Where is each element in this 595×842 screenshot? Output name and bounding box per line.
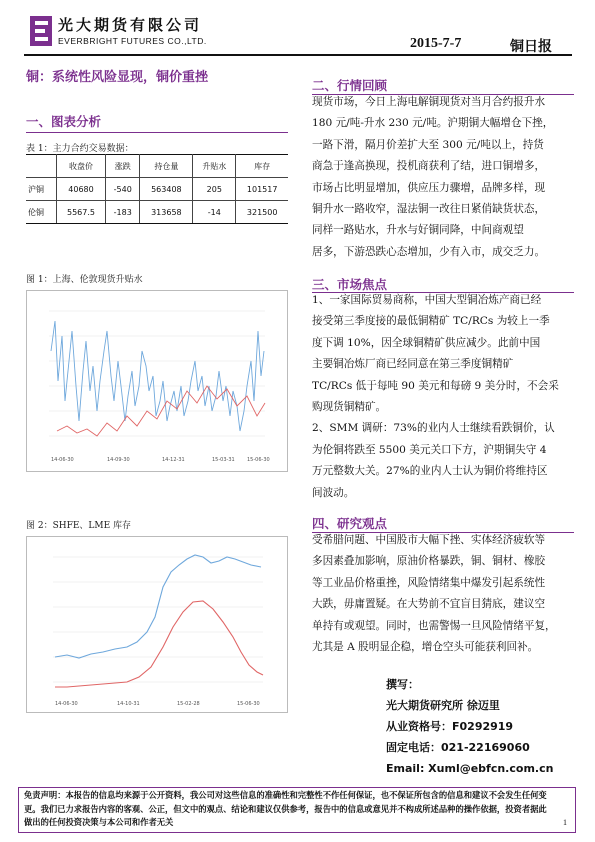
- market-focus-text: [312, 290, 574, 504]
- text-line: 等工业品价格重挫，风险情绪集中爆发引起系统性: [312, 576, 546, 589]
- table-cell: 40680: [56, 178, 105, 201]
- table-cell: -540: [106, 178, 140, 201]
- table-header-cell: 持仓量: [140, 155, 193, 178]
- table-caption: 表 1：主力合约交易数据：: [26, 144, 134, 154]
- report-title: 铜：系统性风险显现，铜价重挫: [26, 70, 209, 85]
- text-line: 尤其是 A 股明显企稳，增仓空头可能获利回补。: [312, 641, 539, 654]
- table-cell: 563408: [140, 178, 193, 201]
- market-review-text: [312, 92, 574, 263]
- table-cell: 205: [193, 178, 236, 201]
- table-cell: -183: [106, 201, 140, 224]
- table-cell: 5567.5: [56, 201, 105, 224]
- header-divider: [24, 54, 572, 56]
- text-line: 万元整数大关。27%的业内人士认为铜价将维持区: [312, 465, 548, 478]
- research-view-text: [312, 530, 574, 658]
- text-line: 商急于逢高换现，投机商获利了结，进口铜增多，: [312, 160, 546, 173]
- x-tick-label: 14-10-31: [117, 701, 140, 707]
- table-cell: -14: [193, 201, 236, 224]
- author-license: 从业资格号：F0292919: [386, 720, 514, 733]
- text-line: 度下调 10%，因全球铜精矿供应减少。此前中国: [312, 336, 541, 349]
- table-cell: 101517: [236, 178, 288, 201]
- section-divider: [26, 132, 288, 133]
- company-logo-icon: [30, 16, 52, 46]
- text-line: 接受第三季度接的最低铜精矿 TC/RCs 为较上一季: [312, 315, 550, 328]
- table-row: [26, 201, 288, 224]
- table-header-cell: 升贴水: [193, 155, 236, 178]
- spot-premium-chart: [26, 290, 288, 472]
- text-line: 主要铜冶炼厂商已经同意在第三季度铜精矿: [312, 358, 514, 371]
- text-line: 单持有或观望。同时，也需警惕一旦风险情绪平复，: [312, 619, 556, 632]
- company-name-cn: 光大期货有限公司: [58, 16, 203, 34]
- text-line: 同样一路贴水，升水与好铜同降，中间商观望: [312, 224, 524, 237]
- table-header-row: [26, 155, 288, 178]
- inventory-chart: [26, 536, 288, 713]
- text-line: 受希腊问题、中国股市大幅下挫、实体经济疲软等: [312, 534, 546, 546]
- x-tick-label: 14-06-30: [55, 701, 78, 707]
- inventory-series-red: [55, 601, 263, 687]
- trading-data-table: [26, 154, 288, 224]
- text-line: 现货市场，今日上海电解铜现货对当月合约报升水: [312, 96, 546, 108]
- text-line: 多因素叠加影响，原油价格暴跌，铜、铜材、橡胶: [312, 555, 546, 568]
- page-number: 1: [563, 818, 567, 827]
- x-tick-label: 15-06-30: [237, 701, 260, 707]
- x-tick-label: 15-02-28: [177, 701, 200, 707]
- table-cell: 沪铜: [26, 178, 56, 201]
- text-line: 购现货铜精矿。: [312, 401, 387, 414]
- text-line: 间波动。: [312, 486, 355, 499]
- text-line: 一路下滑，隔月价差扩大至 300 元/吨以上，持货: [312, 138, 544, 151]
- author-signature: [386, 674, 576, 779]
- disclaimer-text: 免责声明：本报告的信息均来源于公开资料，我公司对这些信息的准确性和完整性不作任何保证，也不保证所包含的信息和建议不会发生任何变更。我们已力求报告内容的客观、公正，但文中的观点、结论和建议仅供参考，报告中的信息或意见并不构成所述品种的操作依据，投资者据此做出的任何投资决策与本公司和作者无关: [24, 790, 547, 827]
- figure2-caption: 图 2：SHFE、LME 库存: [26, 521, 132, 531]
- figure1-caption: 图 1：上海、伦敦现货升贴水: [26, 275, 143, 285]
- inventory-series-blue: [55, 555, 261, 658]
- author-phone: 固定电话：021-22169060: [386, 741, 530, 754]
- x-tick-label: 15-03-31: [212, 457, 235, 463]
- table-cell: 313658: [140, 201, 193, 224]
- table-header-cell: 库存: [236, 155, 288, 178]
- author-email[interactable]: Email: Xuml@ebfcn.com.cn: [386, 762, 554, 775]
- table-header-cell: 涨跌: [106, 155, 140, 178]
- section-research-view: 四、研究观点: [312, 516, 388, 531]
- premium-series-blue: [51, 321, 264, 431]
- table-header-cell: 收盘价: [56, 155, 105, 178]
- company-name-en: EVERBRIGHT FUTURES CO.,LTD.: [58, 36, 207, 46]
- table-cell: 321500: [236, 201, 288, 224]
- text-line: 2、SMM 调研：73%的业内人士继续看跌铜价，认: [312, 422, 555, 435]
- text-line: 市场占比明显增加，供应压力骤增，品牌多样，现: [312, 181, 546, 194]
- table-row: [26, 178, 288, 201]
- text-line: 居多，下游恐跌心态增加，少有入市，成交乏力。: [312, 245, 546, 258]
- x-tick-label: 14-06-30: [51, 457, 74, 463]
- table-header-cell: [26, 155, 56, 178]
- text-line: 铜升水一路收窄，湿法铜一改往日紧俏缺货状态，: [312, 203, 546, 216]
- text-line: 180 元/吨-升水 230 元/吨。沪期铜大幅增仓下挫，: [312, 117, 554, 130]
- text-line: 为伦铜将跌至 5500 美元关口下方，沪期铜失守 4: [312, 443, 547, 456]
- x-tick-label: 14-12-31: [162, 457, 185, 463]
- author-name: 光大期货研究所 徐迈里: [386, 699, 500, 712]
- text-line: 大跌，毋庸置疑。在大势前不宜盲目猜底，建议空: [312, 598, 546, 611]
- report-type: 铜日报: [510, 39, 552, 55]
- text-line: 1、一家国际贸易商称，中国大型铜冶炼产商已经: [312, 294, 542, 306]
- section-market-review: 二、行情回顾: [312, 78, 388, 93]
- x-tick-label: 14-09-30: [107, 457, 130, 463]
- table-cell: 伦铜: [26, 201, 56, 224]
- text-line: TC/RCs 低于每吨 90 美元和每磅 9 美分时，不会采: [312, 379, 559, 392]
- section-chart-analysis: 一、图表分析: [26, 114, 102, 129]
- author-label: 撰写：: [386, 678, 419, 691]
- report-date: 2015-7-7: [410, 36, 462, 51]
- x-tick-label: 15-06-30: [247, 457, 270, 463]
- section-market-focus: 三、市场焦点: [312, 277, 388, 292]
